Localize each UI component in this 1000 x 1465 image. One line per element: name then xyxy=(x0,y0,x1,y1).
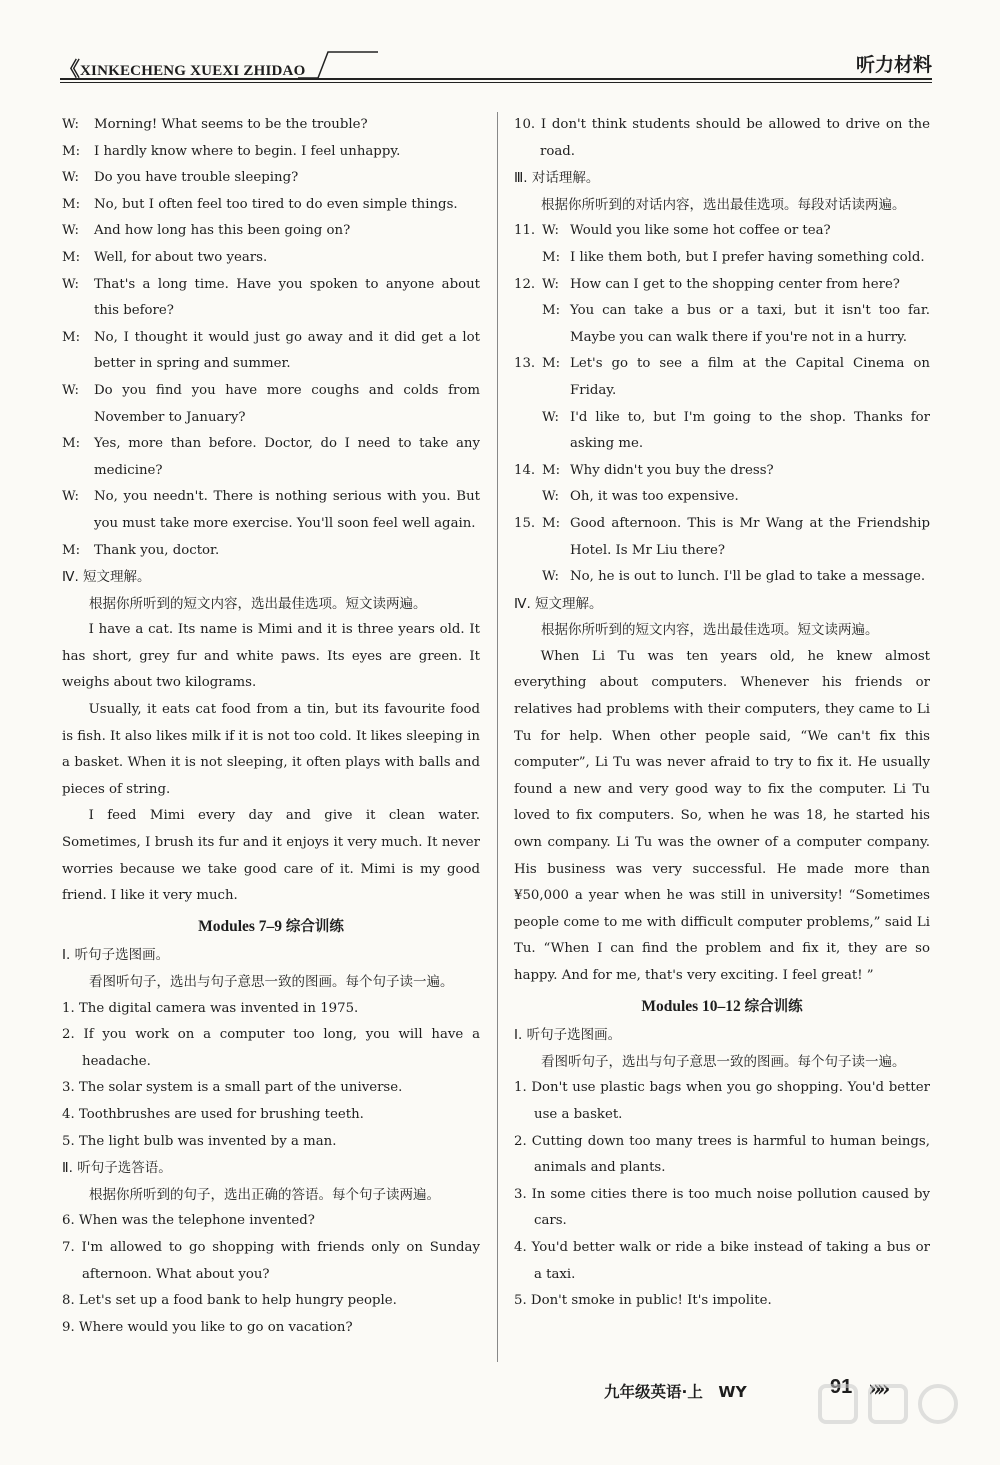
dialogue-line xyxy=(514,245,930,272)
speaker-label: M: xyxy=(542,515,561,531)
passage-paragraph: Usually, it eats cat food from a tin, but its favourite food is fish. It also likes milk if it is not too cold. It likes sleeping in a basket. When it is not sleeping, it often plays with balls and pieces of string. xyxy=(62,702,480,797)
dialogue-text: Would you like some hot coffee or tea? xyxy=(570,223,831,239)
list-item: 3. In some cities there is too much noise pollution caused by cars. xyxy=(514,1186,930,1229)
list-item: 4. You'd better walk or ride a bike instead of taking a bus or a taxi. xyxy=(514,1239,930,1282)
list-item: 5. Don't smoke in public! It's impolite. xyxy=(514,1293,772,1309)
dialogue-text: That's a long time. Have you spoken to anyone about this before? xyxy=(94,276,480,319)
dialogue-line xyxy=(514,218,930,245)
dialogue-text: Do you have trouble sleeping? xyxy=(94,170,299,186)
dialogue-line xyxy=(514,272,930,299)
speaker-label: W: xyxy=(542,409,559,425)
page-number: 91 xyxy=(830,1376,853,1398)
list-item: 9. Where would you like to go on vacation? xyxy=(62,1319,353,1335)
speaker-label: W: xyxy=(62,276,79,292)
watermark-logo xyxy=(800,1380,980,1460)
list-item: 7. I'm allowed to go shopping with friends only on Sunday afternoon. What about you? xyxy=(62,1239,480,1282)
list-item: 6. When was the telephone invented? xyxy=(62,1213,315,1229)
short-dialogues xyxy=(514,218,930,590)
question-number: 11. xyxy=(514,223,536,239)
speaker-label: M: xyxy=(542,303,561,319)
modules-title: Modules 7–9 综合训练 xyxy=(198,917,344,935)
list-item: 5. The light bulb was invented by a man. xyxy=(62,1133,337,1149)
dialogue-line xyxy=(62,112,480,139)
speaker-label: W: xyxy=(62,489,79,505)
dialogue-line xyxy=(62,218,480,245)
dialogue-line xyxy=(62,378,480,431)
dialogue-text: No, but I often feel too tired to do even simple things. xyxy=(94,196,458,212)
speaker-label: W: xyxy=(542,489,559,505)
passage-paragraph: I have a cat. Its name is Mimi and it is three years old. It has short, grey fur and white paws. Its eyes are green. It weighs about two kilograms. xyxy=(62,622,480,691)
speaker-label: M: xyxy=(62,196,81,212)
question-number: 12. xyxy=(514,276,536,292)
speaker-label: M: xyxy=(62,249,81,265)
dialogue-text: Morning! What seems to be the trouble? xyxy=(94,117,368,132)
question-number: 15. xyxy=(514,515,536,531)
list-item: 10. I don't think students should be allowed to drive on the road. xyxy=(514,117,930,159)
question-number: 14. xyxy=(514,462,536,478)
list-item: 1. Don't use plastic bags when you go shopping. You'd better use a basket. xyxy=(514,1080,930,1122)
passage-paragraph: When Li Tu was ten years old, he knew almost everything about computers. Whenever his friends or relatives had problems with their computers, they came to Li Tu for help. When other people said, “We can't fix this computer”, Li Tu was never afraid to try to fix it. He usually found a new and very good way to fix the computer. Li Tu loved to fix computers. So, when he was 18, he started his own company. Li Tu was the owner of a computer company. His business was very successful. He made more than ¥50,000 a year when he was still in university! “Sometimes people come to me with difficult computer problems,” said Li Tu. “When I can find the problem and fix it, they are so happy. And for me, that's very exciting. I feel great! ” xyxy=(514,648,930,983)
dialogue-text: Why didn't you buy the dress? xyxy=(570,462,774,478)
speaker-label: W: xyxy=(62,223,79,239)
dialogue-text: I'd like to, but I'm going to the shop. Thanks for asking me. xyxy=(570,409,930,452)
dialogue-line xyxy=(62,245,480,272)
speaker-label: M: xyxy=(542,249,561,265)
list-item: 2. Cutting down too many trees is harmful to human beings, animals and plants. xyxy=(514,1133,930,1176)
dialogue-text: Well, for about two years. xyxy=(94,249,268,265)
section-instruction: 根据你所听到的短文内容，选出最佳选项。短文读两遍。 xyxy=(89,595,427,612)
column-divider xyxy=(497,112,498,1362)
dialogue-line xyxy=(514,484,930,511)
double-chevron-icon: 《 xyxy=(60,59,76,81)
section-instruction: 根据你所听到的对话内容，选出最佳选项。每段对话读两遍。 xyxy=(541,196,906,213)
doctor-dialogue xyxy=(62,112,480,564)
dialogue-line xyxy=(62,484,480,537)
section-instruction: 看图听句子，选出与句子意思一致的图画。每个句子读一遍。 xyxy=(541,1053,906,1070)
dialogue-line xyxy=(514,564,930,591)
dialogue-text: And how long has this been going on? xyxy=(94,223,351,239)
passage-paragraph: I feed Mimi every day and give it clean water. Sometimes, I brush its fur and it enjoys it very much. It never worries because we take good care of it. Mimi is my good friend. I like it very much. xyxy=(62,808,480,904)
list-item: 3. The solar system is a small part of the universe. xyxy=(62,1080,403,1096)
speaker-label: W: xyxy=(62,170,79,186)
speaker-label: M: xyxy=(62,542,81,558)
speaker-label: M: xyxy=(62,143,81,159)
dialogue-text: You can take a bus or a taxi, but it isn't too far. Maybe you can walk there if you're not in a hurry. xyxy=(570,303,930,345)
dialogue-text: How can I get to the shopping center from here? xyxy=(570,276,900,292)
double-chevron-right-icon: »» xyxy=(868,1376,886,1402)
dialogue-text: Good afternoon. This is Mr Wang at the Friendship Hotel. Is Mr Liu there? xyxy=(570,515,930,558)
section-heading: Ⅳ. 短文理解。 xyxy=(514,595,603,612)
dialogue-line xyxy=(62,325,480,378)
dialogue-text: Oh, it was too expensive. xyxy=(570,489,739,505)
section-heading: Ⅳ. 短文理解。 xyxy=(62,569,151,586)
list-item: 8. Let's set up a food bank to help hungry people. xyxy=(62,1293,397,1309)
section-heading: Ⅲ. 对话理解。 xyxy=(514,170,600,187)
speaker-label: W: xyxy=(542,276,559,292)
list-item: 1. The digital camera was invented in 1975. xyxy=(62,1000,359,1016)
list-item: 2. If you work on a computer too long, you will have a headache. xyxy=(62,1027,480,1069)
question-number: 13. xyxy=(514,356,536,372)
dialogue-line xyxy=(62,431,480,484)
dialogue-line xyxy=(62,139,480,166)
dialogue-line xyxy=(514,351,930,404)
page-header xyxy=(60,48,932,82)
dialogue-text: Do you find you have more coughs and colds from November to January? xyxy=(94,382,480,425)
speaker-label: M: xyxy=(62,329,81,345)
speaker-label: M: xyxy=(542,462,561,478)
dialogue-text: Let's go to see a film at the Capital Cinema on Friday. xyxy=(570,356,930,398)
dialogue-text: I like them both, but I prefer having something cold. xyxy=(570,249,925,265)
section-title: 听力材料 xyxy=(855,54,932,76)
header-rule-thin xyxy=(60,82,932,83)
header-slant-decoration xyxy=(298,50,378,80)
brand-text: 《 XINKECHENG XUEXI ZHIDAO xyxy=(60,59,306,81)
dialogue-line xyxy=(514,458,930,485)
book-label: 九年级英语·上 WY xyxy=(604,1383,747,1401)
dialogue-text: Yes, more than before. Doctor, do I need to take any medicine? xyxy=(94,436,480,478)
section-instruction: 根据你所听到的句子，选出正确的答语。每个句子读两遍。 xyxy=(89,1186,440,1203)
speaker-label: W: xyxy=(62,117,79,132)
dialogue-line xyxy=(514,511,930,564)
speaker-label: W: xyxy=(62,382,79,398)
section-heading: Ⅰ. 听句子选图画。 xyxy=(62,947,170,964)
speaker-label: W: xyxy=(542,223,559,239)
right-column xyxy=(514,112,930,1315)
list-item: 4. Toothbrushes are used for brushing teeth. xyxy=(62,1106,364,1122)
dialogue-line xyxy=(514,298,930,351)
dialogue-line xyxy=(62,538,480,565)
section-instruction: 看图听句子，选出与句子意思一致的图画。每个句子读一遍。 xyxy=(89,974,454,990)
dialogue-text: Thank you, doctor. xyxy=(94,542,220,558)
dialogue-line xyxy=(62,165,480,192)
dialogue-line xyxy=(62,272,480,325)
speaker-label: W: xyxy=(542,569,559,585)
speaker-label: M: xyxy=(62,436,81,452)
section-heading: Ⅰ. 听句子选图画。 xyxy=(514,1027,622,1044)
modules-title: Modules 10–12 综合训练 xyxy=(641,997,803,1015)
dialogue-text: No, he is out to lunch. I'll be glad to take a message. xyxy=(570,569,926,585)
section-heading: Ⅱ. 听句子选答语。 xyxy=(62,1160,172,1177)
left-column xyxy=(62,112,480,1341)
section-instruction: 根据你所听到的短文内容，选出最佳选项。短文读两遍。 xyxy=(541,622,879,639)
dialogue-line xyxy=(514,405,930,458)
dialogue-text: No, you needn't. There is nothing serious with you. But you must take more exercise. You'll soon feel well again. xyxy=(94,489,480,531)
dialogue-text: No, I thought it would just go away and it did get a lot better in spring and summer. xyxy=(94,329,480,372)
speaker-label: M: xyxy=(542,356,561,372)
dialogue-line xyxy=(62,192,480,219)
header-rule xyxy=(60,78,932,80)
dialogue-text: I hardly know where to begin. I feel unhappy. xyxy=(94,143,401,159)
